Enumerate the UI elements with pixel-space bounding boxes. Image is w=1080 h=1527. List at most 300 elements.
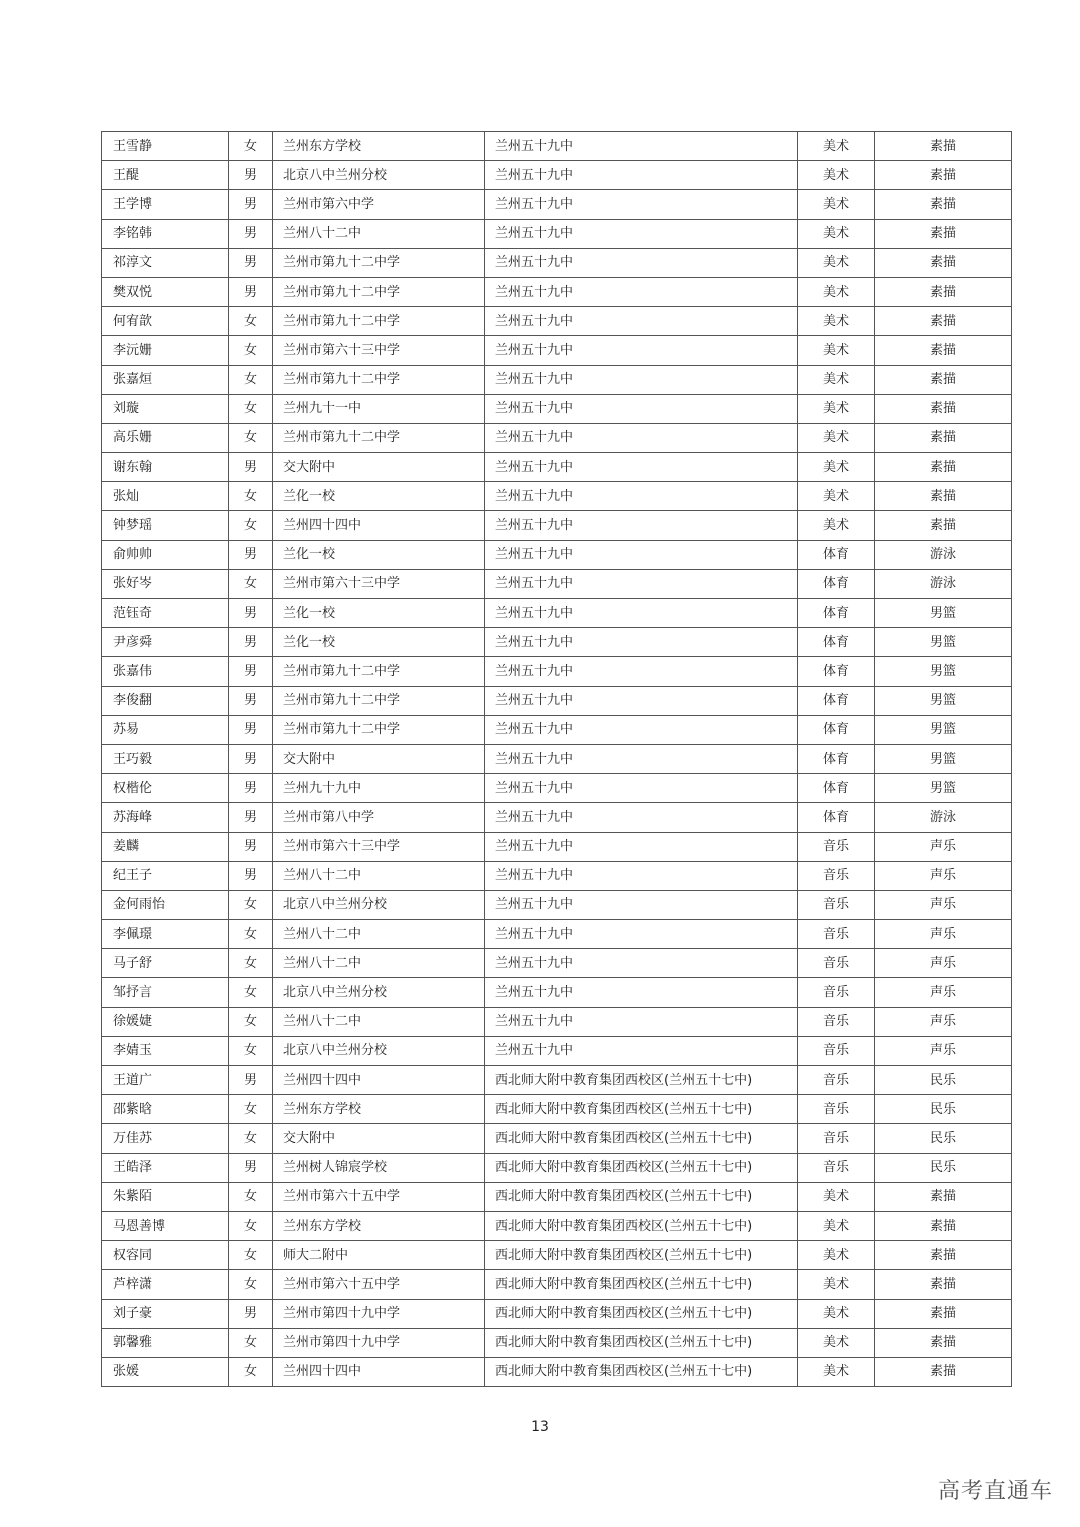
current-school-cell: 兰州市第八中学: [273, 803, 485, 832]
roster-body: [102, 132, 1012, 1387]
gender-cell: 男: [229, 1299, 273, 1328]
gender-cell: 男: [229, 1066, 273, 1095]
table-row: [102, 599, 1012, 628]
current-school-cell: 交大附中: [273, 453, 485, 482]
category-cell: 美术: [798, 336, 875, 365]
specialty-cell: 声乐: [875, 1007, 1012, 1036]
table-row: [102, 628, 1012, 657]
table-row: [102, 219, 1012, 248]
admitted-school-cell: 兰州五十九中: [485, 219, 798, 248]
gender-cell: 男: [229, 715, 273, 744]
student-name-cell: 何宥歆: [102, 307, 229, 336]
current-school-cell: 兰州市第六中学: [273, 190, 485, 219]
gender-cell: 女: [229, 978, 273, 1007]
category-cell: 体育: [798, 686, 875, 715]
category-cell: 体育: [798, 744, 875, 773]
table-row: [102, 1328, 1012, 1357]
gender-cell: 男: [229, 832, 273, 861]
table-row: [102, 1036, 1012, 1065]
current-school-cell: 兰州市第六十三中学: [273, 336, 485, 365]
admitted-school-cell: 兰州五十九中: [485, 394, 798, 423]
gender-cell: 女: [229, 307, 273, 336]
current-school-cell: 兰州市第九十二中学: [273, 657, 485, 686]
current-school-cell: 兰州八十二中: [273, 920, 485, 949]
category-cell: 美术: [798, 423, 875, 452]
gender-cell: 男: [229, 774, 273, 803]
category-cell: 美术: [798, 1182, 875, 1211]
current-school-cell: 兰州九十九中: [273, 774, 485, 803]
specialty-cell: 声乐: [875, 978, 1012, 1007]
student-name-cell: 李婧玉: [102, 1036, 229, 1065]
category-cell: 音乐: [798, 832, 875, 861]
current-school-cell: 兰州市第九十二中学: [273, 277, 485, 306]
category-cell: 体育: [798, 774, 875, 803]
specialty-cell: 素描: [875, 190, 1012, 219]
current-school-cell: 兰州市第六十三中学: [273, 832, 485, 861]
current-school-cell: 兰州市第九十二中学: [273, 715, 485, 744]
student-name-cell: 张嘉烜: [102, 365, 229, 394]
specialty-cell: 素描: [875, 219, 1012, 248]
table-row: [102, 1270, 1012, 1299]
admitted-school-cell: 兰州五十九中: [485, 161, 798, 190]
specialty-cell: 男篮: [875, 715, 1012, 744]
table-row: [102, 277, 1012, 306]
admitted-school-cell: 西北师大附中教育集团西校区(兰州五十七中): [485, 1211, 798, 1240]
table-row: [102, 1095, 1012, 1124]
table-row: [102, 1007, 1012, 1036]
specialty-cell: 声乐: [875, 832, 1012, 861]
category-cell: 音乐: [798, 978, 875, 1007]
category-cell: 美术: [798, 1328, 875, 1357]
category-cell: 美术: [798, 190, 875, 219]
gender-cell: 女: [229, 1124, 273, 1153]
category-cell: 美术: [798, 132, 875, 161]
specialty-cell: 民乐: [875, 1124, 1012, 1153]
specialty-cell: 素描: [875, 365, 1012, 394]
student-name-cell: 祁淳文: [102, 248, 229, 277]
table-row: [102, 774, 1012, 803]
gender-cell: 男: [229, 744, 273, 773]
student-name-cell: 姜麟: [102, 832, 229, 861]
category-cell: 音乐: [798, 1153, 875, 1182]
table-row: [102, 1211, 1012, 1240]
category-cell: 体育: [798, 540, 875, 569]
category-cell: 体育: [798, 657, 875, 686]
admitted-school-cell: 兰州五十九中: [485, 920, 798, 949]
category-cell: 音乐: [798, 1007, 875, 1036]
specialty-cell: 声乐: [875, 949, 1012, 978]
specialty-cell: 素描: [875, 1182, 1012, 1211]
admitted-school-cell: 兰州五十九中: [485, 423, 798, 452]
student-name-cell: 高乐姗: [102, 423, 229, 452]
current-school-cell: 兰化一校: [273, 628, 485, 657]
table-row: [102, 832, 1012, 861]
student-name-cell: 邵紫晗: [102, 1095, 229, 1124]
category-cell: 体育: [798, 803, 875, 832]
admitted-school-cell: 西北师大附中教育集团西校区(兰州五十七中): [485, 1095, 798, 1124]
specialty-cell: 民乐: [875, 1066, 1012, 1095]
gender-cell: 女: [229, 1095, 273, 1124]
current-school-cell: 兰州四十四中: [273, 1066, 485, 1095]
current-school-cell: 兰州市第六十三中学: [273, 569, 485, 598]
table-row: [102, 1124, 1012, 1153]
gender-cell: 女: [229, 1241, 273, 1270]
category-cell: 体育: [798, 628, 875, 657]
admitted-school-cell: 兰州五十九中: [485, 307, 798, 336]
table-row: [102, 365, 1012, 394]
admitted-school-cell: 兰州五十九中: [485, 949, 798, 978]
current-school-cell: 兰州市第四十九中学: [273, 1328, 485, 1357]
student-name-cell: 李铭韩: [102, 219, 229, 248]
gender-cell: 男: [229, 657, 273, 686]
current-school-cell: 兰州市第六十五中学: [273, 1182, 485, 1211]
current-school-cell: 兰州市第九十二中学: [273, 248, 485, 277]
gender-cell: 男: [229, 248, 273, 277]
table-row: [102, 248, 1012, 277]
student-name-cell: 李佩璟: [102, 920, 229, 949]
student-name-cell: 马子舒: [102, 949, 229, 978]
table-row: [102, 132, 1012, 161]
admitted-school-cell: 兰州五十九中: [485, 190, 798, 219]
student-name-cell: 刘子豪: [102, 1299, 229, 1328]
student-name-cell: 王醍: [102, 161, 229, 190]
category-cell: 美术: [798, 277, 875, 306]
table-row: [102, 423, 1012, 452]
current-school-cell: 北京八中兰州分校: [273, 890, 485, 919]
current-school-cell: 北京八中兰州分校: [273, 978, 485, 1007]
category-cell: 美术: [798, 219, 875, 248]
admitted-school-cell: 兰州五十九中: [485, 1036, 798, 1065]
current-school-cell: 兰化一校: [273, 482, 485, 511]
admitted-school-cell: 兰州五十九中: [485, 365, 798, 394]
specialty-cell: 游泳: [875, 569, 1012, 598]
specialty-cell: 素描: [875, 1357, 1012, 1386]
specialty-cell: 素描: [875, 161, 1012, 190]
specialty-cell: 游泳: [875, 803, 1012, 832]
admitted-school-cell: 兰州五十九中: [485, 744, 798, 773]
current-school-cell: 兰州东方学校: [273, 1211, 485, 1240]
page-number: 13: [531, 1419, 549, 1435]
gender-cell: 男: [229, 219, 273, 248]
category-cell: 美术: [798, 365, 875, 394]
current-school-cell: 兰州树人锦宸学校: [273, 1153, 485, 1182]
category-cell: 音乐: [798, 1036, 875, 1065]
current-school-cell: 兰州市第九十二中学: [273, 307, 485, 336]
student-name-cell: 谢东翰: [102, 453, 229, 482]
table-row: [102, 803, 1012, 832]
category-cell: 音乐: [798, 861, 875, 890]
student-name-cell: 徐媛婕: [102, 1007, 229, 1036]
category-cell: 美术: [798, 161, 875, 190]
admitted-school-cell: 兰州五十九中: [485, 715, 798, 744]
category-cell: 美术: [798, 511, 875, 540]
admitted-school-cell: 兰州五十九中: [485, 890, 798, 919]
admitted-school-cell: 兰州五十九中: [485, 978, 798, 1007]
category-cell: 美术: [798, 307, 875, 336]
category-cell: 音乐: [798, 890, 875, 919]
gender-cell: 男: [229, 277, 273, 306]
specialty-cell: 民乐: [875, 1095, 1012, 1124]
admitted-school-cell: 兰州五十九中: [485, 453, 798, 482]
category-cell: 美术: [798, 1211, 875, 1240]
table-row: [102, 1241, 1012, 1270]
gender-cell: 女: [229, 336, 273, 365]
student-name-cell: 苏海峰: [102, 803, 229, 832]
current-school-cell: 北京八中兰州分校: [273, 1036, 485, 1065]
current-school-cell: 兰州四十四中: [273, 511, 485, 540]
current-school-cell: 交大附中: [273, 744, 485, 773]
admitted-school-cell: 西北师大附中教育集团西校区(兰州五十七中): [485, 1270, 798, 1299]
current-school-cell: 兰州东方学校: [273, 1095, 485, 1124]
admitted-school-cell: 兰州五十九中: [485, 599, 798, 628]
current-school-cell: 兰化一校: [273, 540, 485, 569]
table-row: [102, 715, 1012, 744]
specialty-cell: 男篮: [875, 599, 1012, 628]
admitted-school-cell: 西北师大附中教育集团西校区(兰州五十七中): [485, 1124, 798, 1153]
specialty-cell: 素描: [875, 307, 1012, 336]
current-school-cell: 兰化一校: [273, 599, 485, 628]
gender-cell: 女: [229, 920, 273, 949]
gender-cell: 女: [229, 949, 273, 978]
specialty-cell: 男篮: [875, 686, 1012, 715]
specialty-cell: 素描: [875, 1270, 1012, 1299]
specialty-cell: 民乐: [875, 1153, 1012, 1182]
current-school-cell: 师大二附中: [273, 1241, 485, 1270]
table-row: [102, 453, 1012, 482]
student-name-cell: 权楷伦: [102, 774, 229, 803]
current-school-cell: 兰州市第九十二中学: [273, 686, 485, 715]
table-row: [102, 569, 1012, 598]
admitted-school-cell: 兰州五十九中: [485, 774, 798, 803]
table-row: [102, 1153, 1012, 1182]
table-row: [102, 511, 1012, 540]
admitted-school-cell: 兰州五十九中: [485, 511, 798, 540]
admitted-school-cell: 兰州五十九中: [485, 1007, 798, 1036]
category-cell: 美术: [798, 248, 875, 277]
student-name-cell: 樊双悦: [102, 277, 229, 306]
student-name-cell: 朱紫陌: [102, 1182, 229, 1211]
table-row: [102, 161, 1012, 190]
admitted-school-cell: 西北师大附中教育集团西校区(兰州五十七中): [485, 1153, 798, 1182]
table-row: [102, 890, 1012, 919]
student-name-cell: 张好岑: [102, 569, 229, 598]
specialty-cell: 素描: [875, 248, 1012, 277]
admitted-school-cell: 西北师大附中教育集团西校区(兰州五十七中): [485, 1241, 798, 1270]
table-row: [102, 978, 1012, 1007]
specialty-cell: 男篮: [875, 628, 1012, 657]
specialty-cell: 素描: [875, 277, 1012, 306]
table-row: [102, 920, 1012, 949]
gender-cell: 女: [229, 365, 273, 394]
gender-cell: 女: [229, 1211, 273, 1240]
admitted-school-cell: 兰州五十九中: [485, 248, 798, 277]
admitted-school-cell: 兰州五十九中: [485, 336, 798, 365]
gender-cell: 女: [229, 1036, 273, 1065]
current-school-cell: 兰州东方学校: [273, 132, 485, 161]
specialty-cell: 素描: [875, 423, 1012, 452]
admitted-school-cell: 西北师大附中教育集团西校区(兰州五十七中): [485, 1357, 798, 1386]
current-school-cell: 兰州市第六十五中学: [273, 1270, 485, 1299]
admitted-school-cell: 兰州五十九中: [485, 861, 798, 890]
gender-cell: 女: [229, 511, 273, 540]
specialty-cell: 声乐: [875, 920, 1012, 949]
student-name-cell: 张嘉伟: [102, 657, 229, 686]
gender-cell: 女: [229, 423, 273, 452]
gender-cell: 女: [229, 890, 273, 919]
specialty-cell: 男篮: [875, 774, 1012, 803]
admitted-school-cell: 兰州五十九中: [485, 277, 798, 306]
table-row: [102, 307, 1012, 336]
specialty-cell: 素描: [875, 453, 1012, 482]
category-cell: 体育: [798, 569, 875, 598]
specialty-cell: 素描: [875, 1299, 1012, 1328]
student-name-cell: 范钰奇: [102, 599, 229, 628]
current-school-cell: 兰州八十二中: [273, 949, 485, 978]
specialty-cell: 男篮: [875, 744, 1012, 773]
current-school-cell: 兰州市第四十九中学: [273, 1299, 485, 1328]
student-name-cell: 王学博: [102, 190, 229, 219]
gender-cell: 男: [229, 628, 273, 657]
student-name-cell: 王巧毅: [102, 744, 229, 773]
table-row: [102, 1182, 1012, 1211]
specialty-cell: 素描: [875, 482, 1012, 511]
category-cell: 美术: [798, 453, 875, 482]
student-name-cell: 金何雨怡: [102, 890, 229, 919]
current-school-cell: 兰州市第九十二中学: [273, 365, 485, 394]
admitted-school-cell: 兰州五十九中: [485, 132, 798, 161]
student-name-cell: 王皓泽: [102, 1153, 229, 1182]
student-name-cell: 马恩善博: [102, 1211, 229, 1240]
category-cell: 美术: [798, 1241, 875, 1270]
table-row: [102, 540, 1012, 569]
current-school-cell: 兰州四十四中: [273, 1357, 485, 1386]
student-name-cell: 刘璇: [102, 394, 229, 423]
gender-cell: 女: [229, 1007, 273, 1036]
gender-cell: 男: [229, 161, 273, 190]
watermark-text: 高考直通车: [937, 1479, 1053, 1504]
student-name-cell: 李俊翻: [102, 686, 229, 715]
category-cell: 体育: [798, 715, 875, 744]
gender-cell: 女: [229, 394, 273, 423]
student-name-cell: 邹抒言: [102, 978, 229, 1007]
category-cell: 音乐: [798, 920, 875, 949]
student-name-cell: 郭馨雅: [102, 1328, 229, 1357]
student-name-cell: 纪王子: [102, 861, 229, 890]
admitted-school-cell: 兰州五十九中: [485, 628, 798, 657]
gender-cell: 男: [229, 540, 273, 569]
table-row: [102, 744, 1012, 773]
category-cell: 音乐: [798, 1095, 875, 1124]
student-name-cell: 权容同: [102, 1241, 229, 1270]
category-cell: 体育: [798, 599, 875, 628]
admitted-school-cell: 西北师大附中教育集团西校区(兰州五十七中): [485, 1299, 798, 1328]
gender-cell: 男: [229, 190, 273, 219]
admitted-school-cell: 兰州五十九中: [485, 569, 798, 598]
current-school-cell: 兰州市第九十二中学: [273, 423, 485, 452]
admitted-school-cell: 西北师大附中教育集团西校区(兰州五十七中): [485, 1328, 798, 1357]
category-cell: 音乐: [798, 1066, 875, 1095]
admitted-school-cell: 西北师大附中教育集团西校区(兰州五十七中): [485, 1182, 798, 1211]
student-name-cell: 王道广: [102, 1066, 229, 1095]
specialty-cell: 声乐: [875, 861, 1012, 890]
category-cell: 美术: [798, 1270, 875, 1299]
student-name-cell: 苏易: [102, 715, 229, 744]
gender-cell: 男: [229, 453, 273, 482]
table-row: [102, 1299, 1012, 1328]
admitted-school-cell: 兰州五十九中: [485, 482, 798, 511]
admitted-school-cell: 西北师大附中教育集团西校区(兰州五十七中): [485, 1066, 798, 1095]
student-roster-table: [101, 131, 1012, 1387]
gender-cell: 女: [229, 1270, 273, 1299]
student-name-cell: 张灿: [102, 482, 229, 511]
gender-cell: 男: [229, 803, 273, 832]
specialty-cell: 素描: [875, 336, 1012, 365]
specialty-cell: 素描: [875, 1328, 1012, 1357]
specialty-cell: 声乐: [875, 890, 1012, 919]
gender-cell: 女: [229, 1357, 273, 1386]
gender-cell: 女: [229, 132, 273, 161]
specialty-cell: 声乐: [875, 1036, 1012, 1065]
category-cell: 美术: [798, 394, 875, 423]
specialty-cell: 游泳: [875, 540, 1012, 569]
category-cell: 音乐: [798, 949, 875, 978]
gender-cell: 男: [229, 1153, 273, 1182]
table-row: [102, 949, 1012, 978]
category-cell: 美术: [798, 1299, 875, 1328]
gender-cell: 女: [229, 482, 273, 511]
gender-cell: 男: [229, 599, 273, 628]
student-name-cell: 万佳苏: [102, 1124, 229, 1153]
admitted-school-cell: 兰州五十九中: [485, 686, 798, 715]
table-row: [102, 686, 1012, 715]
category-cell: 美术: [798, 482, 875, 511]
specialty-cell: 男篮: [875, 657, 1012, 686]
specialty-cell: 素描: [875, 511, 1012, 540]
table-row: [102, 1357, 1012, 1386]
table-row: [102, 482, 1012, 511]
table-row: [102, 394, 1012, 423]
gender-cell: 女: [229, 1328, 273, 1357]
student-name-cell: 李沅姗: [102, 336, 229, 365]
table-row: [102, 336, 1012, 365]
table-row: [102, 1066, 1012, 1095]
current-school-cell: 交大附中: [273, 1124, 485, 1153]
admitted-school-cell: 兰州五十九中: [485, 657, 798, 686]
admitted-school-cell: 兰州五十九中: [485, 832, 798, 861]
admitted-school-cell: 兰州五十九中: [485, 803, 798, 832]
category-cell: 美术: [798, 1357, 875, 1386]
table-row: [102, 861, 1012, 890]
current-school-cell: 兰州八十二中: [273, 1007, 485, 1036]
specialty-cell: 素描: [875, 1211, 1012, 1240]
current-school-cell: 兰州九十一中: [273, 394, 485, 423]
gender-cell: 女: [229, 1182, 273, 1211]
current-school-cell: 兰州八十二中: [273, 219, 485, 248]
student-name-cell: 尹彦舜: [102, 628, 229, 657]
gender-cell: 女: [229, 569, 273, 598]
current-school-cell: 北京八中兰州分校: [273, 161, 485, 190]
student-name-cell: 钟梦瑶: [102, 511, 229, 540]
specialty-cell: 素描: [875, 132, 1012, 161]
gender-cell: 男: [229, 861, 273, 890]
table-row: [102, 657, 1012, 686]
current-school-cell: 兰州八十二中: [273, 861, 485, 890]
admitted-school-cell: 兰州五十九中: [485, 540, 798, 569]
student-name-cell: 芦梓潇: [102, 1270, 229, 1299]
gender-cell: 男: [229, 686, 273, 715]
student-name-cell: 王雪静: [102, 132, 229, 161]
student-name-cell: 俞帅帅: [102, 540, 229, 569]
